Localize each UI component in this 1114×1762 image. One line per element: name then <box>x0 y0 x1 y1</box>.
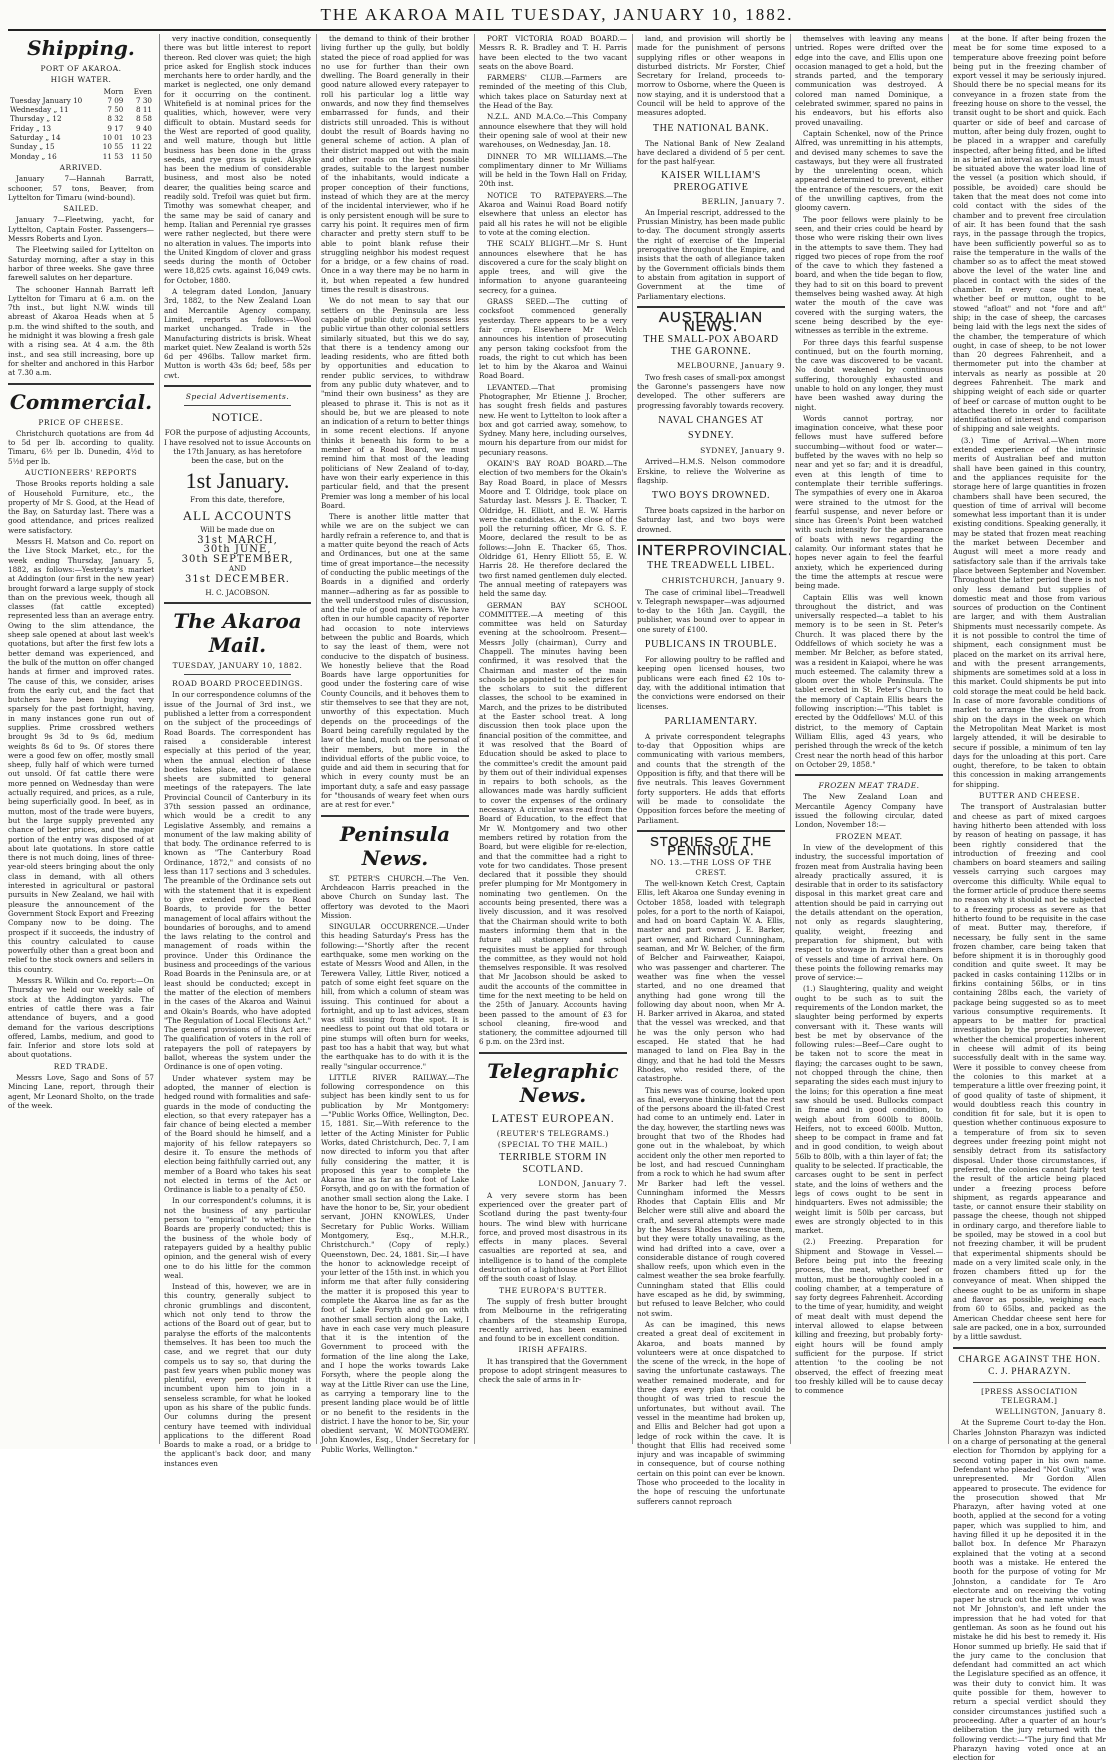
news-item: DINNER TO MR WILLIAMS.—The complimentary dinner to Mr Williams will be held in the Town Hall on Friday, 20th inst. <box>479 151 627 189</box>
tide-morn: 9 17 <box>107 123 124 133</box>
shipping-heading: Shipping. <box>27 36 135 60</box>
column-5 <box>637 34 794 1506</box>
column-rule <box>632 34 633 1444</box>
news-item: NOTICE TO RATEPAYERS.—The Akaroa and Wainui Road Board notify elsewhere that unless an elector has paid all his rates he will not be eligible to vote at the coming election. <box>479 190 627 237</box>
tide-row <box>8 124 154 133</box>
tide-table <box>8 87 154 161</box>
frozen-meat-paragraph: (2.) Freezing. Preparation for Shipment and Stowage in Vessel.—Before being put into the freezing process, the meat, whether beef or mutton, must be thoroughly cooled in a cooling chamber, at a temperature of say forty degrees Fahrenheit. According to the time of year, humidity, and weight of meat dealt with must depend the interval allowed to elapse between killing and freezing, but probably forty-eight hours will be found amply sufficient for the purpose. If strict attention 'to the cooling be not observed, the effect of freezing meat too freshly killed will be to cause decay to commence <box>795 1237 943 1396</box>
auction-paragraph: Messrs R. Wilkin and Co. report:—On Thursday we held our weekly sale of stock at the Addington yards. The entries of cattle there was a fair attendance of buyers, and a good demand for the various descriptions offered, Lambs, medium, and good to fair. Inferior and store lots sold at about quotations. <box>8 976 154 1060</box>
charge-heading: CHARGE AGAINST THE HON. C. J. PHARAZYN. <box>958 1354 1101 1377</box>
divider <box>479 1052 627 1054</box>
seed-trade-paragraph: very inactive condition, consequently there was but little interest to report thereon. Red clover was quiet; the high price asked for English stock induces merchants here to order hardly, and the market is neglected, one only demand for it occurring on the continent. Whitefield is at nominal prices for the qualities, which, however, were very difficult to obtain. Mustard seeds for the West are reported of good quality, and well mature, though but little business has been done in the grass seeds, and rye grass is quiet. Alsyke has been the medium of considerable business, and most also be noted dearer, the qualities being scarce and readily sold. Trefoil was quiet but firm. Timothy was somewhat cheaper, and the same may be said of canary and hemp. Italian and Perennial rye grasses were rather neglected, but there were no alteration in values. The imports into the United Kingdom of clover and grass seeds during the month of October were 18,825 cwts. against 16,049 cwts. for October, 1880. <box>164 34 311 285</box>
news-item: FARMERS' CLUB.—Farmers are reminded of the meeting of this Club, which takes place on Saturday next at the Head of the Bay. <box>479 73 627 111</box>
storm-text: A very severe storm has been experienced over the greater part of Scotland during the past twenty-four hours. The wind blew with hurricane force, and proved most disastrous in its effects in many places. Several casualties are reported at sea, and intelligence is to hand of the complete destruction of a lighthouse at Port Elliot off the south coast of Islay. <box>479 1190 627 1284</box>
cheese-text: Christchurch quotations are from 4d to 5d per lb. according to quality. Timaru, 6½ per lb. Dunedin, 4½d to 5½d per lb. <box>8 428 154 466</box>
parliamentary-heading: PARLIAMENTARY. <box>664 715 758 727</box>
smallpox-dateline: MELBOURNE, January 9. <box>676 361 785 371</box>
auctioneers-heading: AUCTIONEERS' REPORTS <box>24 467 138 477</box>
news-item: PORT VICTORIA ROAD BOARD.—Messrs R. R. Bradley and T. H. Parris have been elected to the two vacant seats on the above Board. <box>479 34 627 71</box>
latest-european-heading: LATEST EUROPEAN. <box>491 1110 615 1125</box>
tide-header-row <box>8 87 154 96</box>
column-4 <box>479 34 627 1444</box>
road-board-paragraph: In our correspondent's columns, it is not the business of any particular person to "empirical" to whether the Boards are properly conducted; this is the business of the whole body of ratepayers guided by a healthy public opinion, and the general wish of every one to do his little for the common weal. <box>164 1196 311 1280</box>
tide-day: Monday „ 16 <box>10 151 57 161</box>
column-rule <box>316 34 317 1444</box>
national-bank-text: The National Bank of New Zealand have declared a dividend of 5 per cent. for the past half-year. <box>637 138 785 167</box>
divider <box>795 774 943 776</box>
shipping-paragraph: The Fleetwing sailed for Lyttelton on Saturday morning, after a stay in this harbor of three weeks. She gave three farewell salutes on her departure. <box>8 245 154 283</box>
road-board-heading: ROAD BOARD PROCEEDINGS. <box>172 679 303 689</box>
cheese-heading: PRICE OF CHEESE. <box>38 417 124 427</box>
butter-text: The supply of fresh butter brought from Melbourne in the refrigerating chambers of the steamship Europa, recently arrived, has been examined and found to be in excellent condition. <box>479 1296 627 1344</box>
smallpox-text: Two fresh cases of small-pox amongst the Garonne's passengers have now developed. The other sufferers are progressing favorably towards recovery. <box>637 372 785 410</box>
news-item: GERMAN BAY SCHOOL COMMITTEE.—A meeting of this committee was held on Saturday evening at the schoolroom. Present—Messrs Jolly (chairman), Curry and Chappell. The minutes having been confirmed, it was resolved that the Chairman and master of the main schools be appointed to select prizes for the scholars to suit the different classes, the school to be examined in March, and the prizes to be distributed at the Easter school treat. A long discussion then took place upon the financial position of the committee, and it was resolved that the Board of Education should be asked to place to the committee's credit the amount paid by them out of their individual expenses in repairs to both schools, as the allowances made was hardly sufficient to cover the expenses of the ordinary necessary. A circular was read from the Board of Education, to the effect that Mr W. Montgomery and two other members retired by rotation from the Board, but were eligible for re-election, and that the committee had a right to vote for two candidates. Those present declared that it possible they should prefer plumping for Mr Montgomery in nominating two gentlemen. On the accounts being presented, there was a lively discussion, and it was resolved that the Chairman should write to both masters informing them that in the future all stationery and school requisites must be applied for through the committee, as they would not hold themselves responsible. It was resolved that Mr Jacobson should be asked to audit the accounts of the committee in time for the next meeting to be held on the 25th of January. Accounts having been passed to the amount of £3 for school cleaning, fire-wood and stationery, the committee adjourned till 6 p.m. on the 23rd inst. <box>479 600 627 1047</box>
tide-morn: 7 09 <box>107 95 124 105</box>
tide-morn: 8 32 <box>107 114 124 124</box>
story-number: NO. 13.—THE LOSS OF THE CREST. <box>650 858 772 877</box>
publicans-heading: PUBLICANS IN TROUBLE. <box>644 639 778 651</box>
red-trade-text: Messrs Love, Sago and Sons of 57 Mincing Lane, report, through their agent, Mr Leonard Sholto, on the trade of the week. <box>8 1072 154 1110</box>
road-board-paragraph: the demand to think of their brother living further up the gully, but boldly stated the piece of road applied for was no use for further than their own dwelling. The Board generally in their good nature allowed every ratepayer to roll his particular log a little way onwards, and now they find themselves embarrassed for funds, and their districts still unroaded. This is without doubt the result of Boards having no general scheme of action. A plan of their district mapped out with the main and other roads on the best possible grades, suitable to the largest number of the inhabitants, would indicate a proper conception of their functions, instead of which they are at the mercy of the incidental interviewer, who if he is only persistent enough will be sure to carry his point. It requires men of firm character and pretty stern stuff to be able to point blank refuse their struggling neighbor his modest request for a bridge, or a few chains of road. Once in a way there may be no harm in it, but when repeated a few hundred times the result is disastrous. <box>321 34 469 295</box>
divider <box>164 385 311 387</box>
story-paragraph: themselves with leaving any means untried. Ropes were drifted over the edge into the cave, and Ellis upon one occasion managed to get a hold, but the strands parted, and the temporary communication was destroyed. A colored man named Dominique, a celebrated swimmer, spared no pains in his endeavors, but his efforts also proved unavailing. <box>795 34 943 127</box>
peninsula-news-heading: Peninsula News. <box>339 821 451 870</box>
news-item: THE SCALY BLIGHT.—Mr S. Hunt announces elsewhere that he has discovered a cure for the scaly blight on apple trees, and will give the information to anyone guaranteeing secrecy, for a guinea. <box>479 239 627 295</box>
high-water-heading: HIGH WATER. <box>50 75 112 85</box>
divider <box>184 674 291 675</box>
notice-all-accounts: ALL ACCOUNTS <box>182 507 293 523</box>
news-item: N.Z.L. AND M.A.Co.—This Company announce elsewhere that they will hold their opening sale of wool at their new warehouses, on Wednesday, Jan. 18. <box>479 112 627 150</box>
notice-heading: NOTICE. <box>211 410 264 425</box>
tide-morn: 10 55 <box>102 142 124 152</box>
boys-text: Three boats capsized in the harbor on Saturday last, and two boys were drowned. <box>637 506 785 534</box>
auction-paragraph: Those Brooks reports holding a sale of Household Furniture, etc., the property of Mr S. Good, at the Head of the Bay, on Saturday last. There was a good attendance, and prices realized were satisfactory. <box>8 479 154 535</box>
notice-date-2: 30th JUNE, <box>203 544 272 556</box>
publicans-text: For allowing poultry to be raffled and keeping open licensed houses, two publicans were each fined £2 10s to-day, with the additional intimation that the convictions were endorsed on their licenses. <box>637 655 785 711</box>
frozen-meat-heading: FROZEN MEAT TRADE. <box>818 781 920 791</box>
charge-text: At the Supreme Court to-day the Hon. Charles Johnston Pharazyn was indicted on a charge of personating at the general election for Thorndon by applying for a second voting paper in his own name. Defendant who pleaded "Not Guilty," was unrepresented. Mr Gordon Allen appeared to prosecute. The evidence for the prosecution showed that Mr Pharazyn, after having voted at one booth, applied at the second for a voting paper, which was supplied to him, and having filled it up he deposited it in the ballot box. In defence Mr Pharazyn explained that the voting at a second booth was a mistake. He entered the booth for the purpose of voting for Mr Johnston, a candidate for Te Aro electorate and on receiving the voting paper he struck out the name which was not Mr Johnston's, and left under the impression that he had voted for that gentleman. As soon as he found out his mistake he did his best to remedy it. His Honor summed up briefly. He said that if the jury came to the conclusion that defendant had committed an act which the Legislature specified as an offence, it was their duty to convict him. It was quite possible for them, however to return a special verdict should they consider circumstances justified such a proceeding. After a quarter of an hour's deliberation the jury returned with the following verdict:—"The jury find that Mr Pharazyn having voted once at an election for <box>953 1418 1106 1762</box>
tide-even: 9 40 <box>135 123 152 133</box>
tide-row <box>8 133 154 142</box>
frozen-meat-subheading: FROZEN MEAT. <box>835 831 903 841</box>
sailed-text: January 7—Fleetwing, yacht, for Lyttelton, Captain Foster. Passengers—Messrs Roberts and Lyon. <box>8 215 154 244</box>
libel-dateline: CHRISTCHURCH, January 9. <box>661 576 785 586</box>
divider <box>637 830 785 832</box>
paper-date: TUESDAY, JANUARY 10, 1882. <box>172 660 303 670</box>
storm-dateline: LONDON, January 7. <box>538 1179 627 1189</box>
road-board-paragraph: Instead of this, however, we are in this country, generally subject to chronic grumblings and discontent, which not only tend to throw the actions of the Board out of gear, but to paralyse the efforts of the malcontents themselves. It has been too much the case, and we regret that our duty compels us to say so, that during the past few years when public money was plentiful, every person thought it incumbent upon him to join in a senseless scramble, for what he looked upon as his share of the public funds. Our columns during the present century have teemed with individual applications to the different Road Boards to make a road, or a bridge to the applicant's back door, and many instances even <box>164 1282 311 1468</box>
column-rule <box>790 34 791 1444</box>
tide-day: Wednesday „ 11 <box>10 105 69 115</box>
column-2 <box>164 34 311 1468</box>
stories-heading: STORIES OF THE PENINSULA. <box>650 833 772 859</box>
story-paragraph: For three days this fearful suspense continued, but on the fourth morning, the cave was discovered to be vacant. No doubt weakened by continuous suffering, thoroughly exhausted and unable to hold on any longer, they must have been washed away during the night. <box>795 337 943 412</box>
notice-text: FOR the purpose of adjusting Accounts, I have resolved not to issue Accounts on the 17th January, as has heretofore been the case, but on the <box>164 428 311 466</box>
tide-even: 8 11 <box>135 105 152 115</box>
tide-row <box>8 105 154 114</box>
tide-even: 11 50 <box>131 151 152 161</box>
story-paragraph: Captain Schenkel, now of the Prince Alfred, was unremitting in his attempts, and devised many schemes to save the castaways, but they were all frustrated by the unrelenting ocean, which appeared determined to prevent, either the entrance of the rescuers, or the exit of the unwilling captives, from the gloomy cavern. <box>795 128 943 213</box>
tide-morn: 11 53 <box>102 151 124 161</box>
road-board-paragraph: In our correspondence columns of the issue of the Journal of 3rd inst., we published a letter from a correspondent on the subject of the proceedings of Road Boards. The correspondent has raised a considerable interest especially at this period of the year, when the annual election of these bodies takes place, and their balance sheets are submitted to general meetings of the ratepayers. The late Provincial Council of Canterbury in its 37th session passed an ordinance, which would be a credit to any Legislative Assembly, and remains a monument of the law making ability of that body. The ordinance referred to is known as "The Canterbury Road Ordinance, 1872," and consists of no less than 117 sections and 3 schedules. The preamble of the Ordinance sets out with the statement that it is expedient to give extended powers to Road Boards, to provide for the better management of local affairs without the boundaries of boroughs, and to amend the laws relating to the control and management of roads within the province. Under this Ordinance the business and proceedings of the various Road Boards in the Peninsula are, or at least should be conducted; except in the matter of the election of members in the cases of the Akaroa and Wainui and Okain's Boards, who have adopted "The Regulation of Local Elections Act." The general provisions of this Act are: The qualification of voters in the roll of ratepayers the poll of ratepayers by ballot, whereas the system under the Ordinance is one of open voting. <box>164 690 311 1072</box>
frozen-meat-paragraph: (1.) Slaughtering, quality and weight ought to be such as to suit the requirements of the London market, the slaughter being performed by experts conversant with it. These wants will best be met by observance of the following rules:—Beef—Care ought to be taken not to score the meat in flaying; the carcases ought to be sawn, not chopped through the chine, then separating the sides each must injury to the loins; for this operation a fine meat saw should be used. Bullocks compact in frame and in good condition, to weigh about from 600lb to 800lb. Heifers, not to exceed 600lb. Mutton, sheep to be compact in frame and fat and in good condition, to weigh about 56lb to 80lb, with a thin layer of fat; the quality to be selected. If practicable, the carcases ought to be sent in perfect state, and the loins of wethers and the legs of cows ought to be sent in hindquarters. Ewes not admissible; the weight limit is 50lb per carcass, but ewes are strongly objected to in this market. <box>795 984 943 1236</box>
news-item: GRASS SEED.—The cutting of cocksfoot commenced generally yesterday. There appears to be a very fair crop. Elsewhere Mr Welch announces his intention of prosecuting any person taking cocksfoot from the roads, the right to cut which has been let to him by the Akaroa and Wainui Road Board. <box>479 297 627 381</box>
special-subheading: (SPECIAL TO THE MAIL.) <box>497 1140 609 1150</box>
butter-cheese-text: The transport of Australasian butter and cheese as part of mixed cargoes having hitherto been attended with loss by reason of heating on passage, it has been rightly considered that the introduction of freezing and cool chambers on board steamers and sailing vessels carrying such cargoes may overcome this difficulty. While equal to the former article of produce there seems no reason why it should not be subjected to a freezing process as severe as that hitherto found to be requisite in the case of meat. Butter may, therefore, if necessary, be fully sent in the same frozen chamber, care being taken that before shipment it is in thoroughly good condition and quite sweet. It may be packed in casks containing 112lbs or in firkins containing 56lbs, or in tins containing 28lbs each, the variety of package being suggested so as to meet various consumptive requirements. It appears to be matter for practical investigation by the producer, however, whether the chemical properties inherent in cheese will admit of its being successfully dealt with in the same way. Were it possible to convey cheese from the colonies to this market at a temperature a little over freezing point, it of good quality of taste of shipment, it would doubtless reach this country in condition fit for sale, but it is open to question whether continuous exposure to a temperature of from six to seven degrees under freezing point might not sensibly detract from its satisfactory disposal. Under those circumstances, if preferred, the colonies cannot fairly test the result of the article being placed under a freezing process before shipment, as regards appearance and taste, or cannot ensure their stability on passage the cheese, though not shipped in ordinary cargo, and therefore liable to be spoiled, may be stowed in a cool but not freezing chamber, it will be prudent that experimental shipments should be made on a very limited scale only, in the frozen chambers fitted up for the conveyance of meat. When shipped the cheese ought to be as uniform in shape and flavor as possible, weighing each from 60 to 65lbs, and packed as the American Cheddar cheese sent here for sale are packed, one in a box, surrounded by a little sawdust. <box>953 802 1106 1342</box>
notice-date-4: 31st DECEMBER. <box>185 574 290 586</box>
auction-paragraph: Messrs H. Matson and Co. report on the Live Stock Market, etc., for the week ending Thursday, January 5, 1882, as follows:—Yesterday's market at Addington (our first in the new year) brought forward a large supply of stock than on the previous week, though all classes (fat cattle excepted) represented less than an average entry. Owing to the slim attendance, the sheep sale opened at about last week's quotations, but after the first few lots a better demand was experienced, and the bulk of the mutton on offer changed hands at firmer and improved rates. The cause of this, we consider, arises from the early cut, and the fact that butchers have been buying very sparsely for the past fortnight, having, in many instances gone run out of supplies. Prime crossbred wethers brought 9s 3d to 9s 6d, medium weights 8s 6d to 9s. Of stores there were a good few on offer, mostly small sheep, fully half of which were turned out unsold. Of fat cattle there were more penned on Wednesday than were actually required, and prices, as a rule, being superficially good. In beef, as in mutton, most of the trade were buyers, but the large supply prevented any chance of better prices, and the major portion of the entry was disposed of at about late quotations. In store cattle there is not much doing, lines of three-year-old steers bringing about the only class in demand, with all others interested in agricultural or pastoral pursuits in New Zealand, we hail with pleasure the announcement of the Government Stock Export and Freezing Company now to be doing. The prospect if it succeeds, the industry of this country calculated to cause powerfully other than a great boon and relief to the stock owners and sellers in this country. <box>8 537 154 974</box>
divider <box>637 539 785 541</box>
tide-row <box>8 142 154 151</box>
column-rule <box>159 34 160 1444</box>
national-bank-heading: THE NATIONAL BANK. <box>652 122 770 134</box>
reuters-subheading: (REUTER'S TELEGRAMS.) <box>496 1128 610 1138</box>
road-board-paragraph: There is another little matter that while we are on the subject we can hardly refrain a reference to, and that is a matter quite beyond the reach of Acts and Ordinances, but one at the same time of great importance—the necessity of conducting the public meetings of the Boards in a dignified and orderly manner—adhering as far as possible to the well understood rules of discussion, and the rule of good manners. We have often in our humble capacity of reporter had occasion to note interviews between the public and Boards, which to say the least of them, were not conducive to the dispatch of business. We honestly believe that the Road Boards have large opportunities for good under the fostering care of wise County Councils, and it behoves them to stir themselves to see that they are not, unworthy of this expectation. Much depends on the proceedings of the Board being carefully regulated by the law of the land, much on the personal of their members, but more in the individual efforts of the public voice, to guide and aid them in securing that for which in every county must be an important duty, a safe and easy passage for "thousands of weary feet when ours are at rest for ever." <box>321 512 469 810</box>
interprovincial-heading: INTERPROVINCIAL. <box>637 541 794 559</box>
shipping-paragraph: The schooner Hannah Barratt left Lyttelton for Timaru at 6 a.m. on the 7th inst., but light N.W. winds till abreast of Akaroa Heads when at 5 p.m. the wind shifted to the south, and he midnight it was blowing a fresh gale with a rising sea. At 4 a.m. the 8th inst., and sea still increasing, bore up for shelter and anchored in this Harbor at 7.30 a.m. <box>8 284 154 378</box>
tide-even: 11 22 <box>131 142 152 152</box>
arrived-text: January 7—Hannah Barratt, schooner, 57 tons, Beaver, from Lyttelton for Timaru (wind-bound). <box>8 174 154 202</box>
frozen-meat-paragraph: (3.) Time of Arrival.—When more extended experience of the intrinsic merits of Australian beef and mutton shall have been gained in this country, and the appliances requisite for the storage here of large quantities in frozen chambers shall have been secured, the question of time of arrival will become somewhat less important than it is under existing conditions. Speaking generally, it may be stated that frozen meat reaching the market between December and August will meet a more ready and satisfactory sale than if the arrivals take place between September and November. Throughout the latter period there is not only less demand but supplies of domestic meat and those from various sources of production on the Continent are larger, and with them Australian Shipments must necessarily compete. As it is not possible to control the time of shipment, each consignment must be placed on the market on its arrival here, and with the present arrangements, shipments are sometimes sold at a loss in this market. Could shipments be put into cold storage the meat could be held back. In case of more favorable conditions of market to arrange the discharge from ship on the days in the week on which the Metropolitan Meat Market is most largely attended, it will be desirable to secure if possible, a minimum of ten lay days for the unloading at this port. Care ought, therefore, to be taken to obtain this concession in making arrangements for shipping. <box>953 435 1106 789</box>
tide-day: Thursday „ 12 <box>10 114 62 124</box>
notice-advertisement <box>164 410 311 597</box>
tide-even: 8 58 <box>135 114 152 124</box>
butter-heading: THE EUROPA'S BUTTER. <box>499 1285 607 1295</box>
kaiser-text: An Imperial rescript, addressed to the Prussian Ministry, has been made public to-day. The document strongly asserts the right of exercise of the Imperial prerogative throughout the Empire, and insists that the oath of allegiance taken by the Government officials binds them to abstain from agitation in support of Government at the time of Parliamentary elections. <box>637 207 785 301</box>
masthead: THE AKAROA MAIL TUESDAY, JANUARY 10, 1882. <box>320 5 794 24</box>
tide-row <box>8 114 154 123</box>
divider <box>8 383 154 385</box>
tide-day: Friday „ 13 <box>10 123 52 133</box>
column-3 <box>321 34 470 1454</box>
notice-date-1: 31st MARCH, <box>197 535 278 547</box>
notice-date-3: 30th SEPTEMBER, <box>181 553 294 565</box>
story-paragraph: The well-known Ketch Crest, Captain Ellis, left Akaroa one Sunday evening in October 1858, loaded with telegraph poles, for a port to the north of Kaiapoi, and had on board Captain W. A. Ellis, master and part owner, J. E. Barker, part owner, and Richard Cunningham, seaman, and Mr W. Belcher, of the firm of Belcher and Fairweather, Kaiapoi, who was passenger and charterer. The weather was fine when the vessel started, and no one dreamed that anything had gone wrong till the following day about noon, when Mr A. H. Barker arrived in Akaroa, and stated that the vessel was wrecked, and that he was the only person who had escaped. He stated that he had managed to land on Flea Bay in the dingy, and that he had told the Messrs Rhodes, who resided there, of the catastrophe. <box>637 879 785 1084</box>
libel-text: The case of criminal libel—Treadwell v. Telegraph newspaper—was adjourned to-day to the 16th Jan. Caygill, the publisher, was bound over to appear in one surety of £100. <box>637 587 785 634</box>
sailed-heading: SAILED. <box>63 204 99 214</box>
peninsula-item: ST. PETER'S CHURCH.—The Ven. Archdeacon Harris preached in the above Church on Sunday last. The offertory was devoted to the Maori Mission. <box>321 873 469 920</box>
libel-heading: THE TREADWELL LIBEL. <box>647 560 775 572</box>
peninsula-item: SINGULAR OCCURRENCE.—Under this heading Saturday's Press has the following:—"Shortly after the recent earthquake, some men working on the estate of Messrs Wood and Allen, in the Terewera Valley, Little River, noticed a patch of some eight feet square on the hill, from which a column of steam was issuing. This continued for about a fortnight, and up to last advices, steam was still issuing from the spot. It is needless to point out that old totara or pine stumps will often burn for weeks, past too has a habit that way, but what the earthquake has to do with it is the really "singular occurrence." <box>321 922 469 1071</box>
notice-made-due: Will be made due on <box>200 524 275 534</box>
notice-from: From this date, therefore, <box>190 495 285 505</box>
news-item: LEVANTED.—That promising Photographer, Mr Etienne J. Brocher, has sought fresh fields and pastures new. He went to Lyttelton to look after a box and got carried away, somehow, to Sydney. Many here, including ourselves, mourn his departure from our midst for pecuniary reasons. <box>479 382 627 457</box>
boys-heading: TWO BOYS DROWNED. <box>651 490 771 502</box>
tide-morn: 7 50 <box>107 105 124 115</box>
tide-day: Saturday „ 14 <box>10 133 61 143</box>
tide-day: Sunday „ 15 <box>10 142 55 152</box>
tide-day: Tuesday January 10 <box>10 95 83 105</box>
frozen-meat-paragraph: In view of the development of this industry, the successful importation of frozen meat from Australia having been already practically assured, it is desirable that in order to its satisfactory disposal in this market great care and attention should be paid in carrying out the details attendant on the operation, not only as regards slaughtering, quality, weight, freezing and preparation for shipment, but with respect to stowage in frozen chambers of vessels and time of arrival here. On these points the following remarks may prove of service:— <box>795 842 943 983</box>
port-heading: PORT OF AKAROA. <box>40 64 122 73</box>
kaiser-heading: KAISER WILLIAM'S PREROGATIVE <box>661 169 761 193</box>
tide-header-day <box>8 87 97 96</box>
tide-row <box>8 96 154 105</box>
column-7 <box>953 34 1106 1762</box>
column-rule <box>474 34 475 1444</box>
peninsula-item: LITTLE RIVER RAILWAY.—The following correspondence on this subject has been kindly sent to us for publication by Mr Montgomery:—"Public Works Office, Wellington, Dec. 15, 1881. Sir,—With reference to the letter of the Acting Minister for Public Works, dated Christchurch, Dec. 7, I am now directed to inform you that after fully considering the matter, it is proposed this year to complete the Akaroa line as far as the foot of Lake Forsyth, and go on with the formation of another small section along the Lake. I have the honor to be, Sir, your obedient servant, JOHN KNOWLES, Under Secretary for Public Works. William Montgomery, Esq., M.H.R., Christchurch." (Copy of reply.) Queenstown, Dec. 24, 1881. Sir,—I have the honor to acknowledge receipt of your letter of the 15th inst. in which you inform me that after fully considering the matter it is proposed this year to complete the Akaroa line as far as the foot of Lake Forsyth and go on with another small section along the Lake, I have in each case very much pleasure that it is the intention of the Government to proceed with the formation of the line along the Lake, and I hope the works towards Lake Forsyth, where the people along the way at the Little River can use the Line, as carrying a temporary line to the present landing place would be of little or no benefit to the residents in the district. I have the honor to be, Sir, your obedient servant, W. MONTGOMERY. John Knowles, Esq., Under Secretary for Public Works, Wellington." <box>321 1072 469 1454</box>
naval-heading: NAVAL CHANGES AT SYDNEY. <box>658 414 764 441</box>
tide-even: 7 30 <box>135 95 152 105</box>
story-paragraph: This news was of course, looked upon as final, everyone thinking that the rest of the persons aboard the ill-fated Crest had come to an untimely end. Later in the day, however, the startling news was brought that two of the Rhodes had gone out in the whaleboat, by which accident only the other men reported to be lost, and had rescued Cunningham from a rock to which he had swum after Mr Barker had left the vessel. Cunningham informed the Messrs Rhodes that Captain Ellis and Mr Belcher were still alive and aboard the craft, and several attempts were made by the Messrs Rhodes to rescue them, but they were totally unavailing, as the wind had drifted into a cave, over a considerable distance of rough covered shallow reefs, upon which even in the calmest weather the sea broke fearfully. Cunningham stated that Ellis could have escaped as he did, by swimming, but refused to leave Belcher, who could not swim. <box>637 1085 785 1318</box>
naval-text: Arrived—H.M.S. Nelson commodore Erskine, to relieve the Wolverine as flagship. <box>637 457 785 485</box>
charge-dateline: WELLINGTON, January 8. <box>995 1407 1106 1417</box>
column-1 <box>8 34 154 1444</box>
road-board-paragraph: We do not mean to say that our settlers on the Peninsula are less capable of public duty, or possess less public virtue than other colonial settlers similarly situated, but this we do say, that there is a tendency among our leading residents, who are fitted both by opportunities and education to render public services, to withdraw from any public duty whatever, and to "mind their own business" as they are pleased to phrase it. This is not as it should be, but we are pleased to note an indication of a return to better things in some recent elections. If anyone thinks it beneath his form to be a member of a Road Board, we must remind him that most of the leading politicians of New Zealand of to-day, have won their early experience in this particular field, and that the present Premier was long a member of his local Board. <box>321 296 470 510</box>
divider <box>973 1382 1086 1383</box>
tide-header-morn: Morn <box>103 86 124 96</box>
notice-date: 1st January. <box>185 468 290 494</box>
telegram-paragraph: A telegram dated London, January 3rd, 1882, to the New Zealand Loan and Mercantile Agency company, Limited, reports as follows:—Wool market unchanged. Trade in the Manufacturing districts is brisk. Wheat market quiet. New Zealand is worth 52s 6d per 496lbs. Tallow market firm. Mutton is worth 43s 6d; beef, 58s per cwt. <box>164 287 311 380</box>
story-paragraph: As can be imagined, this news created a great deal of excitement in Akaroa, and boats manned by volunteers were at once dispatched to the scene of the wreck, in the hope of saving the unfortunate castaways. The weather remained moderate, and for three days every plan that could be thought of was tried to rescue the unfortunates, but without avail. The vessel in the meantime had broken up, and Ellis and Belcher had got upon a ledge of rock within the cave. It is thought that Ellis had received some injury and was incapable of swimming in consequence, but of course nothing certain on this point can ever be known. Those who proceeded to the locality in the hope of rescuing the unfortunate sufferers cannot reproach <box>637 1319 785 1506</box>
storm-heading: TERRIBLE STORM IN SCOTLAND. <box>499 1152 607 1176</box>
special-ads-heading: Special Advertisements. <box>185 391 290 401</box>
column-rule <box>948 34 949 1444</box>
tide-morn: 10 01 <box>102 133 124 143</box>
divider <box>164 602 311 604</box>
notice-signature: H. C. JACOBSON. <box>205 587 270 597</box>
divider <box>321 815 469 817</box>
notice-and: AND <box>228 563 247 573</box>
tide-header-even: Even <box>133 86 152 96</box>
columns <box>8 34 1106 1762</box>
news-item: land, and provision will shortly be made for the punishment of persons supplying rifles or other weapons in disturbed districts. Mr Forster, Chief Secretary for Ireland, proceeds to-morrow to Osborne, where the Queen is now staying, and it is understood that a Council will be held to approve of the measures adopted. <box>637 34 785 118</box>
telegraphic-news-heading: Telegraphic News. <box>487 1058 619 1107</box>
masthead-rule <box>8 29 1106 31</box>
parliamentary-text: A private correspondent telegraphs to-day that Opposition whips are communicating with various members, and counts that the strength of the Opposition is fifty, and that there will be five neutrals. This leaves Government forty supporters. He adds that efforts will be made to consolidate the Opposition forces before the meeting of Parliament. <box>637 731 785 825</box>
column-6 <box>795 34 943 1444</box>
charge-subheading: [PRESS ASSOCIATION TELEGRAM.] <box>981 1386 1078 1405</box>
frozen-meat-paragraph: The New Zealand Loan and Mercantile Agency Company have issued the following circular, dated London, November 18:— <box>795 792 943 830</box>
naval-dateline: SYDNEY, January 9. <box>700 445 785 455</box>
frozen-meat-paragraph: at the bone. If after being frozen the meat be for some time exposed to a temperature above freezing point before being put in the freezing chamber of export vessel it may be seriously injured. Should there be no special means for its conveyance in a frozen state from the freezing house on shore to the vessel, the transit ought to be short and quick. Each quarter or side of beef and carcase of mutton, after being duly frozen, ought to be placed in a wrapper and carefully inspected, after being fitted, and be lifted in as brief an interval as possible. It must be situated above the water load line of the vessel (a position which should, if possible, be avoided) care should be taken that the meat does not come into cold contact with the sides of the chamber and to prevent free circulation of air. It has been found that the sash rays, in the passage through the tropics, have been sufficiently powerful so as to raise the temperature in the walls of the chamber so as to affect the meat stowed above the level of the water line and placed in contact with the sides of the chamber. In every case the meat, whether beef or mutton, ought to be stowed "afloat" and not "fore and aft" ship; in the case of sheep, the carcases being laid with the legs next the sides of the chamber, the temperature of which ought, in case of sheep, to be not lower than 20 degrees Fahrenheit, and a thermometer put into the chamber at intervals as nearly as possible at 20 degrees Fahrenheit. The mark and shipping weight of each side or quarter of beef or carcase of mutton ought to be attached thereto in order to facilitate identification of interest and comparison of shipping and sale weights. <box>953 34 1106 434</box>
story-paragraph: Captain Ellis was well known throughout the district, and was universally respected—a tablet to his memory is to be seen in St. Peter's Church. It was placed there by the Oddfellows of which society he was a member. Mr Belcher, as before stated, was a resident in Kaiapoi, where he was much esteemed. The calamity threw a gloom over the whole Peninsula. The tablet erected in St. Peter's Church to the memory of Captain Ellis bears the following inscription:—"This tablet is erected by the Oddfellows' M.U. of this district, to the memory of Captain William Ellis, aged 43 years, who perished through the wreck of the ketch Crest near the north head of this harbor on October 29, 1858." <box>795 592 943 769</box>
news-item: OKAIN'S BAY ROAD BOARD.—The election of two members for the Okain's Bay Road Board, in place of Messrs Moore and T. Oldridge, took place on Saturday last. Messrs J. E. Thacker, T. Oldridge, H. Elliott, and E. W. Harris were the candidates. At the close of the poll the returning officer, Mr G. S. F. Moore, declared the result to be as follows:—John E. Thacker 65, Thos. Oldridge 61, Henry Elliott 55, E. W. Harris 28. He therefore declared the two first named gentlemen duly elected. The annual meeting of ratepayers was held the same day. <box>479 459 627 599</box>
road-board-paragraph: Under whatever system may be adopted, the manner of election is hedged round with formalities and safe-guards in the mode of conducting the election, so that every ratepayer has a fair chance of being elected a member of the Board should he himself, and a majority of his fellow ratepayers so desire it. To ensure the methods of election being faithfully carried out, any member of a Board who takes his seat not elected in terms of the Act or Ordinance is liable to a penalty of £50. <box>164 1073 311 1195</box>
divider <box>184 405 291 406</box>
tide-even: 10 23 <box>131 133 152 143</box>
divider <box>637 306 785 308</box>
story-paragraph: The poor fellows were plainly to be seen, and their cries could be heard by those who were risking their own lives in the attempts to save them. They had rigged two pieces of rope from the roof of the cave to which they fastened a board, and when the tide began to flow, they had to sit on this board to prevent themselves being washed away. At high water the mouth of the cave was covered with the surging waters, the scene being described by the eye-witnesses as terrible in the extreme. <box>795 214 943 336</box>
irish-text: It has transpired that the Government propose to adopt stringent measures to check the sale of arms in Ir- <box>479 1356 627 1385</box>
australian-news-heading: AUSTRALIAN NEWS. <box>658 308 764 336</box>
kaiser-dateline: BERLIN, January 7. <box>701 196 785 206</box>
irish-heading: IRISH AFFAIRS. <box>518 1345 588 1355</box>
smallpox-heading: THE SMALL-POX ABOARD THE GARONNE. <box>643 334 779 358</box>
story-paragraph: Words cannot portray, nor imagination conceive, what these poor fellows must have suffered before succumbing—without food or water—buffeted by the waves with no help so near and yet so far; and it is dreadful, even at this length of time to contemplate their terrible sufferings. The sympathies of every one in Akaroa were strained to the utmost for the fearful suspense, and never before or since has Green's Point been watched with such intensity for the appearance of boats with news regarding the calamity. Our informant states that he hopes never again to feel the fearful anxiety, which he experienced during the time the attempts at rescue were being made. <box>795 413 943 591</box>
butter-cheese-heading: BUTTER AND CHEESE. <box>978 791 1081 801</box>
divider <box>953 1347 1106 1349</box>
red-trade-heading: RED TRADE. <box>53 1061 109 1071</box>
paper-title: The Akaroa Mail. <box>173 608 302 657</box>
arrived-heading: ARRIVED. <box>59 162 103 172</box>
tide-row <box>8 152 154 161</box>
commercial-heading: Commercial. <box>9 389 153 414</box>
